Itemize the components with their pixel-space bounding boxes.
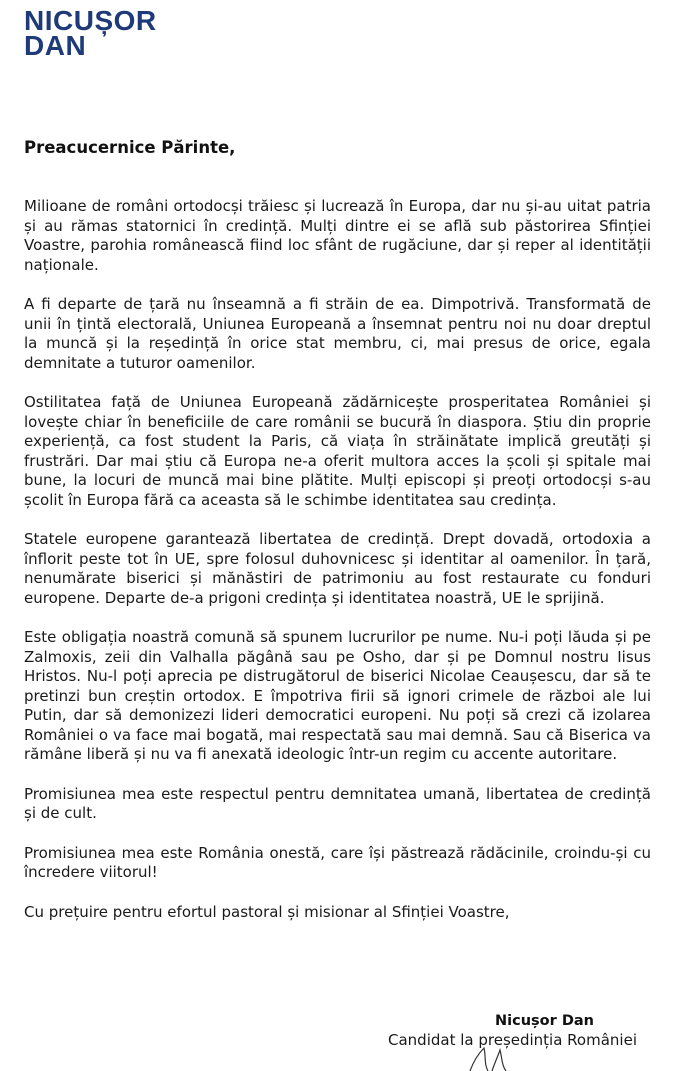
paragraph-1: Milioane de români ortodocși trăiesc și lucrează în Europa, dar nu și-au uitat patria și au rămas statornici în credință. Mulți dintre ei se află sub păstorirea Sfinției Voastre, parohia românească fiind loc sfânt de rugăciune, dar și reper al identității naționale. — [24, 197, 651, 274]
signatory-name: Nicușor Dan — [495, 1013, 594, 1029]
letter-body — [24, 197, 651, 942]
signatory-title: Candidat la președinția României — [388, 1031, 637, 1049]
campaign-logo — [24, 5, 157, 61]
handwritten-signature — [440, 1030, 550, 1071]
letter-salutation: Preacucernice Părinte, — [24, 138, 236, 157]
logo-line-last-name: DAN — [24, 30, 87, 61]
paragraph-2: A fi departe de țară nu înseamnă a fi străin de ea. Dimpotrivă. Transformată de unii în țintă electorală, Uniunea Europeană a însemnat pentru noi nu doar dreptul la muncă și la reședință în orice stat membru, ci, mai presus de orice, egala demnitate a tuturor oamenilor. — [24, 295, 651, 372]
closing-line: Cu prețuire pentru efortul pastoral și misionar al Sfinției Voastre, — [24, 902, 510, 921]
paragraph-3: Ostilitatea față de Uniunea Europeană zădărnicește prosperitatea României și lovește chiar în beneficiile de care românii se bucură în diaspora. Știu din proprie experiență, ca fost student la Paris, că viața în străinătate implică greutăți și frustrări. Dar mai știu că Europa ne-a oferit multora acces la școli și spitale mai bune, la locuri de muncă mai bine plătite. Mulți episcopi și preoți ortodocși s-au școlit în Europa fără ca aceasta să le schimbe identitatea sau credința. — [24, 393, 651, 509]
paragraph-5: Este obligația noastră comună să spunem lucrurilor pe nume. Nu-i poți lăuda și pe Zalmoxis, zeii din Valhalla păgână sau pe Osho, dar și pe Domnul nostru Iisus Hristos. Nu-l poți aprecia pe distrugătorul de biserici Nicolae Ceaușescu, dar să te pretinzi bun creștin ortodox. E împotriva firii să ignori crimele de război ale lui Putin, dar să demonizezi lideri democratici europeni. Nu poți să crezi că izolarea României o va face mai bogată, mai respectată sau mai demnă. Sau că Biserica va rămâne liberă și nu va fi anexată ideologic într-un regim cu accente autoritare. — [24, 628, 651, 763]
paragraph-7: Promisiunea mea este România onestă, care își păstrează rădăcinile, croindu-și cu încredere viitorul! — [24, 843, 651, 881]
paragraph-4: Statele europene garantează libertatea de credință. Drept dovadă, ortodoxia a înflorit peste tot în UE, spre folosul duhovnicesc și identitar al oamenilor. În țară, nenumărate biserici și mănăstiri de patrimoniu au fost restaurate cu fonduri europene. Departe de-a prigoni credința și identitatea noastră, UE le sprijină. — [24, 530, 651, 607]
logo-line-first-name: NICUȘOR — [24, 5, 157, 36]
paragraph-6: Promisiunea mea este respectul pentru demnitatea umană, libertatea de credință și de cult. — [24, 784, 651, 822]
